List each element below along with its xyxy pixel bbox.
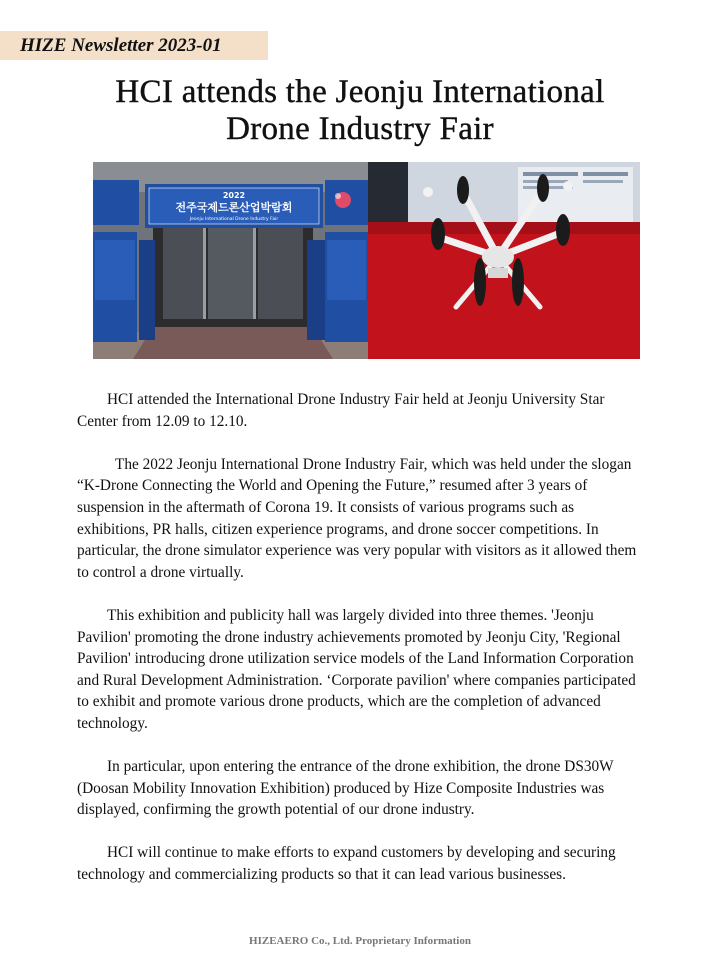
footer-proprietary-notice: HIZEAERO Co., Ltd. Proprietary Information [249, 935, 471, 947]
article-body [77, 389, 647, 907]
article-title [40, 74, 680, 148]
paragraph-5: HCI will continue to make efforts to expand customers by developing and securing technology and commercializing products so that it can lead various businesses. [77, 844, 616, 884]
paragraph-4: In particular, upon entering the entrance of the drone exhibition, the drone DS30W (Doosan Mobility Innovation Exhibition) produced by Hize Composite Industries was displayed, confirming the growth potential of our drone industry. [77, 758, 614, 819]
banner-year: 2022 [222, 191, 246, 200]
banner-english-title: Jeonju International Drone Industry Fair [189, 217, 279, 222]
title-line-1: HCI attends the Jeonju International [115, 74, 605, 110]
newsletter-tag: HIZE Newsletter 2023-01 [0, 31, 268, 60]
banner-korean-title: 전주국제드론산업박람회 [175, 201, 293, 214]
drone-display-photo [368, 162, 640, 359]
paragraph-1: HCI attended the International Drone Industry Fair held at Jeonju University Star Center from 12.09 to 12.10. [77, 391, 605, 430]
title-line-2: Drone Industry Fair [226, 111, 494, 147]
paragraph-2: The 2022 Jeonju International Drone Industry Fair, which was held under the slogan “K-Drone Connecting the World and Opening the Future,” resumed after 3 years of suspension in the aftermath of Corona 19. It consists of various programs such as exhibitions, PR halls, citizen experience programs, and drone soccer competitions. In particular, the drone simulator experience was very popular with visitors as it allowed them to control a drone virtually. [77, 455, 637, 581]
paragraph-3: This exhibition and publicity hall was largely divided into three themes. 'Jeonju Pavilion' promoting the drone industry achievements promoted by Jeonju City, 'Regional Pavilion' introducing drone utilization service models of the Land Information Corporation and Rural Development Administration. ‘Corporate pavilion' where companies participated to exhibit and promote various drone products, which are the completion of advanced technology. [77, 606, 636, 732]
photo-strip [93, 162, 640, 359]
fair-entrance-photo [93, 162, 368, 359]
